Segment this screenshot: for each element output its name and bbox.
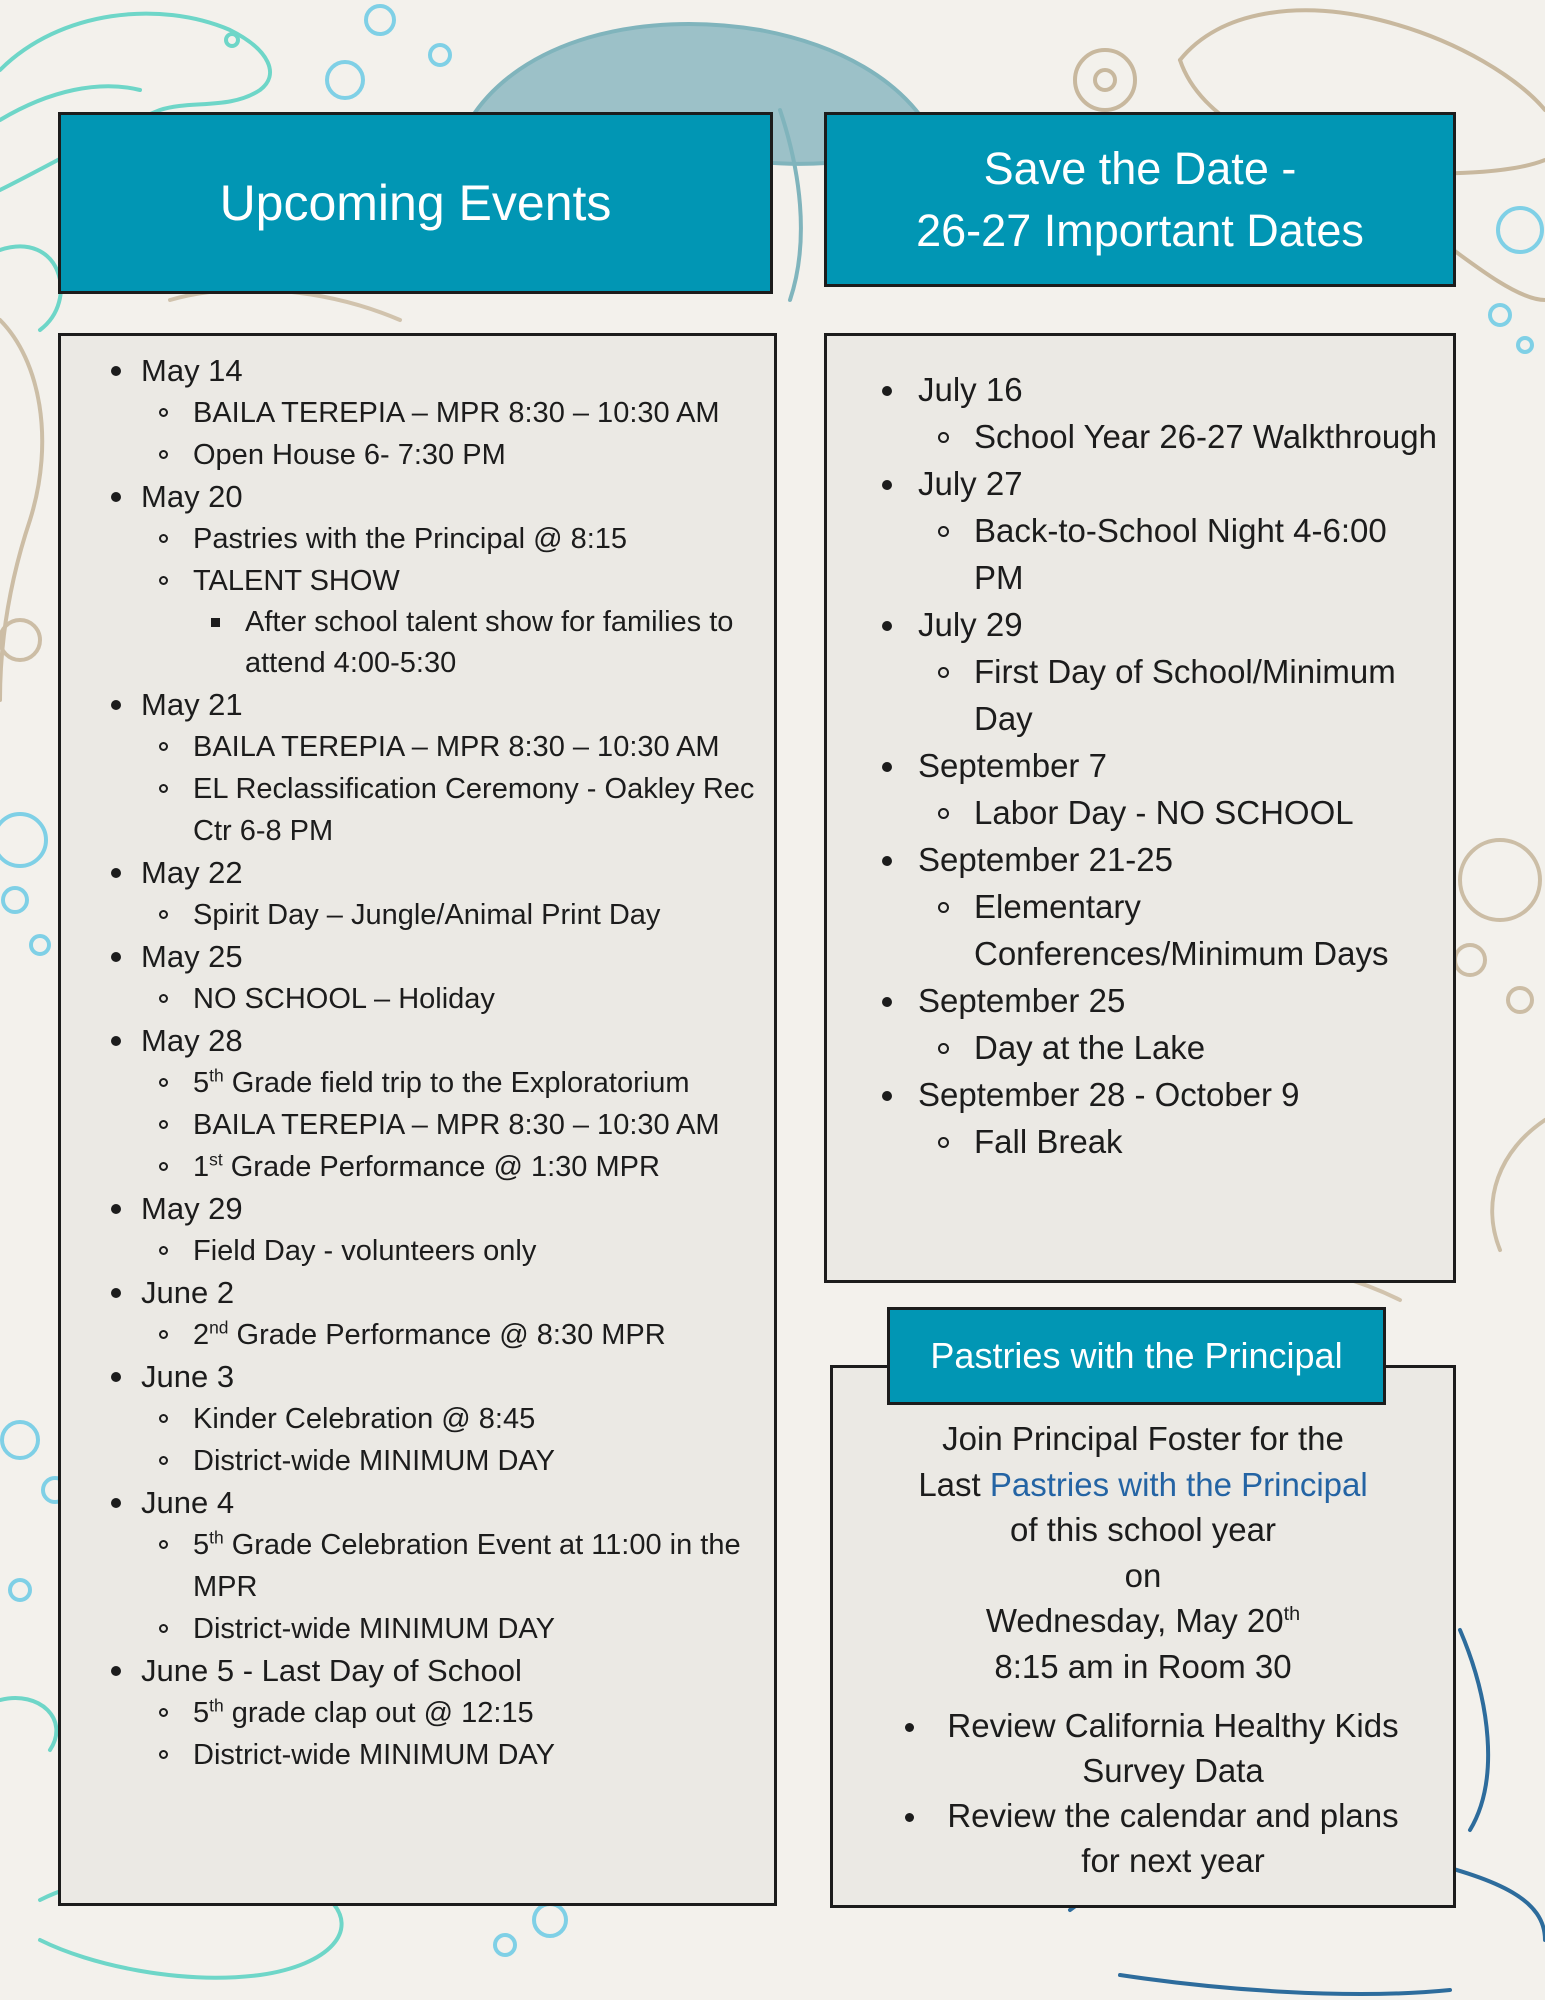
event-date: May 20 (141, 479, 243, 514)
pastries-line-4: on (1124, 1556, 1162, 1594)
pastries-agenda-list (853, 1703, 1433, 1883)
event-date-item (111, 1650, 764, 1776)
pastries-link[interactable]: Pastries with the Principal (989, 1465, 1368, 1503)
event-detail-text: District-wide MINIMUM DAY (193, 1739, 555, 1771)
pastries-line-1: Join Principal Foster for the (942, 1420, 1344, 1457)
event-detail-item (193, 978, 764, 1020)
upcoming-events-list (111, 350, 764, 1776)
event-details-list (141, 1524, 764, 1650)
important-dates-panel (824, 333, 1456, 1283)
event-detail-item (193, 1692, 764, 1734)
pastries-time-room: 8:15 am in Room 30 (994, 1647, 1292, 1685)
event-details-list (141, 1062, 764, 1188)
event-detail-item (193, 1608, 764, 1650)
event-details-list (918, 1024, 1443, 1071)
event-date-item (882, 460, 1443, 601)
turtle-right-middle (1455, 840, 1545, 1250)
event-date: June 4 (141, 1485, 235, 1520)
event-detail-text: 5 (193, 1697, 210, 1729)
event-detail-text: Fall Break (974, 1123, 1123, 1160)
event-detail-item (974, 1024, 1443, 1071)
pastries-date-line (853, 1598, 1433, 1644)
ordinal-suffix: th (209, 1065, 224, 1086)
event-date-item (111, 476, 764, 684)
event-subdetails-list (193, 602, 764, 684)
important-dates-list (882, 366, 1443, 1165)
event-detail-text: grade clap out @ 12:15 (223, 1697, 534, 1729)
event-details-list (918, 648, 1443, 742)
event-date: July 16 (918, 371, 1023, 408)
pastries-line-2 (853, 1462, 1433, 1508)
event-details-list (141, 894, 764, 936)
upcoming-events-panel (58, 333, 777, 1906)
event-detail-item (193, 392, 764, 434)
event-date-item (111, 1272, 764, 1356)
event-detail-text: Spirit Day – Jungle/Animal Print Day (193, 899, 661, 931)
event-detail-item (974, 507, 1443, 601)
event-detail-text: Field Day - volunteers only (193, 1235, 537, 1267)
event-detail-text: Day at the Lake (974, 1029, 1206, 1066)
pastries-date-suffix: th (1283, 1603, 1301, 1625)
event-date: June 3 (141, 1359, 235, 1394)
event-details-list (141, 1398, 764, 1482)
event-date-item (111, 350, 764, 476)
ordinal-suffix: st (209, 1149, 223, 1170)
event-date: September 25 (918, 982, 1126, 1019)
event-date: September 7 (918, 747, 1107, 784)
event-details-list (918, 413, 1443, 460)
event-detail-item (193, 1524, 764, 1608)
event-detail-text: 1 (193, 1151, 210, 1183)
event-detail-text: Grade Performance @ 8:30 MPR (228, 1319, 666, 1351)
event-detail-item (193, 1440, 764, 1482)
event-detail-text: Labor Day - NO SCHOOL (974, 794, 1354, 831)
event-detail-text: NO SCHOOL – Holiday (193, 983, 495, 1015)
agenda-item: Review the calendar and plans for next year (853, 1793, 1433, 1883)
event-detail-item (193, 518, 764, 560)
event-detail-text: 5 (193, 1529, 210, 1561)
event-date: May 28 (141, 1023, 243, 1058)
event-detail-item (193, 726, 764, 768)
pastries-line-2-text: Last (918, 1465, 990, 1503)
event-details-list (141, 726, 764, 852)
ordinal-suffix: th (209, 1695, 224, 1716)
event-detail-text: BAILA TEREPIA – MPR 8:30 – 10:30 AM (193, 397, 720, 429)
event-detail-item (193, 434, 764, 476)
event-date: June 5 - Last Day of School (141, 1653, 522, 1688)
event-detail-item (193, 1104, 764, 1146)
event-date-item (882, 1071, 1443, 1165)
event-detail-item (193, 768, 764, 852)
event-date: July 29 (918, 606, 1023, 643)
pastries-title: Pastries with the Principal (930, 1335, 1343, 1376)
event-date: May 14 (141, 353, 243, 388)
event-detail-item (974, 1118, 1443, 1165)
event-detail-item (974, 883, 1443, 977)
event-date-item (882, 836, 1443, 977)
event-date-item (111, 1356, 764, 1482)
event-detail-text: Elementary Conferences/Minimum Days (974, 888, 1389, 972)
event-details-list (141, 978, 764, 1020)
event-detail-text: Pastries with the Principal @ 8:15 (193, 523, 628, 555)
event-date-item (882, 601, 1443, 742)
turtle-left-middle (0, 320, 42, 700)
event-details-list (918, 883, 1443, 977)
event-detail-item (193, 1146, 764, 1188)
event-details-list (918, 1118, 1443, 1165)
event-details-list (141, 1314, 764, 1356)
event-date: September 21-25 (918, 841, 1173, 878)
event-detail-item (974, 648, 1443, 742)
event-detail-text: Open House 6- 7:30 PM (193, 439, 506, 471)
event-detail-text: EL Reclassification Ceremony - Oakley Rec Ctr 6-8 PM (193, 773, 755, 847)
event-detail-text: District-wide MINIMUM DAY (193, 1613, 555, 1645)
event-details-list (141, 1692, 764, 1776)
upcoming-events-header (58, 112, 773, 294)
event-date: July 27 (918, 465, 1023, 502)
event-detail-text: TALENT SHOW (193, 565, 400, 597)
event-detail-item (193, 560, 764, 684)
event-detail-text: Grade field trip to the Exploratorium (223, 1067, 690, 1099)
event-date: May 29 (141, 1191, 243, 1226)
event-detail-item (193, 1230, 764, 1272)
event-date-item (111, 1020, 764, 1188)
event-detail-item (193, 1314, 764, 1356)
pastries-date: Wednesday, May 20 (985, 1602, 1284, 1639)
event-details-list (918, 789, 1443, 836)
event-date-item (111, 684, 764, 852)
event-details-list (141, 392, 764, 476)
event-detail-text: 5 (193, 1067, 210, 1099)
event-detail-text: Grade Performance @ 1:30 MPR (222, 1151, 660, 1183)
upcoming-events-title: Upcoming Events (219, 175, 612, 231)
event-details-list (141, 1230, 764, 1272)
event-date: September 28 - October 9 (918, 1076, 1300, 1113)
event-detail-text: BAILA TEREPIA – MPR 8:30 – 10:30 AM (193, 731, 720, 763)
ordinal-suffix: nd (209, 1317, 229, 1338)
event-subdetail-item: After school talent show for families to attend 4:00-5:30 (245, 602, 764, 684)
pastries-line-3: of this school year (1010, 1511, 1276, 1548)
pastries-panel (830, 1365, 1456, 1908)
save-the-date-header (824, 112, 1456, 287)
save-the-date-title-line2: 26-27 Important Dates (916, 204, 1364, 256)
agenda-item: Review California Healthy Kids Survey Data (853, 1703, 1433, 1793)
event-detail-text: BAILA TEREPIA – MPR 8:30 – 10:30 AM (193, 1109, 720, 1141)
event-detail-text: 2 (193, 1319, 210, 1351)
event-detail-item (193, 1062, 764, 1104)
event-detail-item (193, 1398, 764, 1440)
event-date-item (111, 1188, 764, 1272)
event-date-item (882, 366, 1443, 460)
event-detail-text: School Year 26-27 Walkthrough (974, 418, 1437, 455)
event-details-list (141, 518, 764, 684)
event-detail-item (193, 1734, 764, 1776)
event-date-item (111, 852, 764, 936)
event-details-list (918, 507, 1443, 601)
event-date-item (882, 742, 1443, 836)
event-detail-item (974, 789, 1443, 836)
pastries-header (887, 1307, 1386, 1405)
event-date: May 22 (141, 855, 243, 890)
event-detail-text: Grade Celebration Event at 11:00 in the MPR (193, 1529, 741, 1603)
event-detail-text: District-wide MINIMUM DAY (193, 1445, 555, 1477)
event-date-item (882, 977, 1443, 1071)
save-the-date-title-line1: Save the Date - (983, 142, 1297, 194)
event-date: June 2 (141, 1275, 235, 1310)
event-detail-text: First Day of School/Minimum Day (974, 653, 1396, 737)
event-detail-item (193, 894, 764, 936)
event-date: May 25 (141, 939, 243, 974)
event-date-item (111, 1482, 764, 1650)
event-date-item (111, 936, 764, 1020)
event-detail-item (974, 413, 1443, 460)
event-date: May 21 (141, 687, 243, 722)
ordinal-suffix: th (209, 1527, 224, 1548)
event-detail-text: Back-to-School Night 4-6:00 PM (974, 512, 1387, 596)
event-detail-text: Kinder Celebration @ 8:45 (193, 1403, 536, 1435)
